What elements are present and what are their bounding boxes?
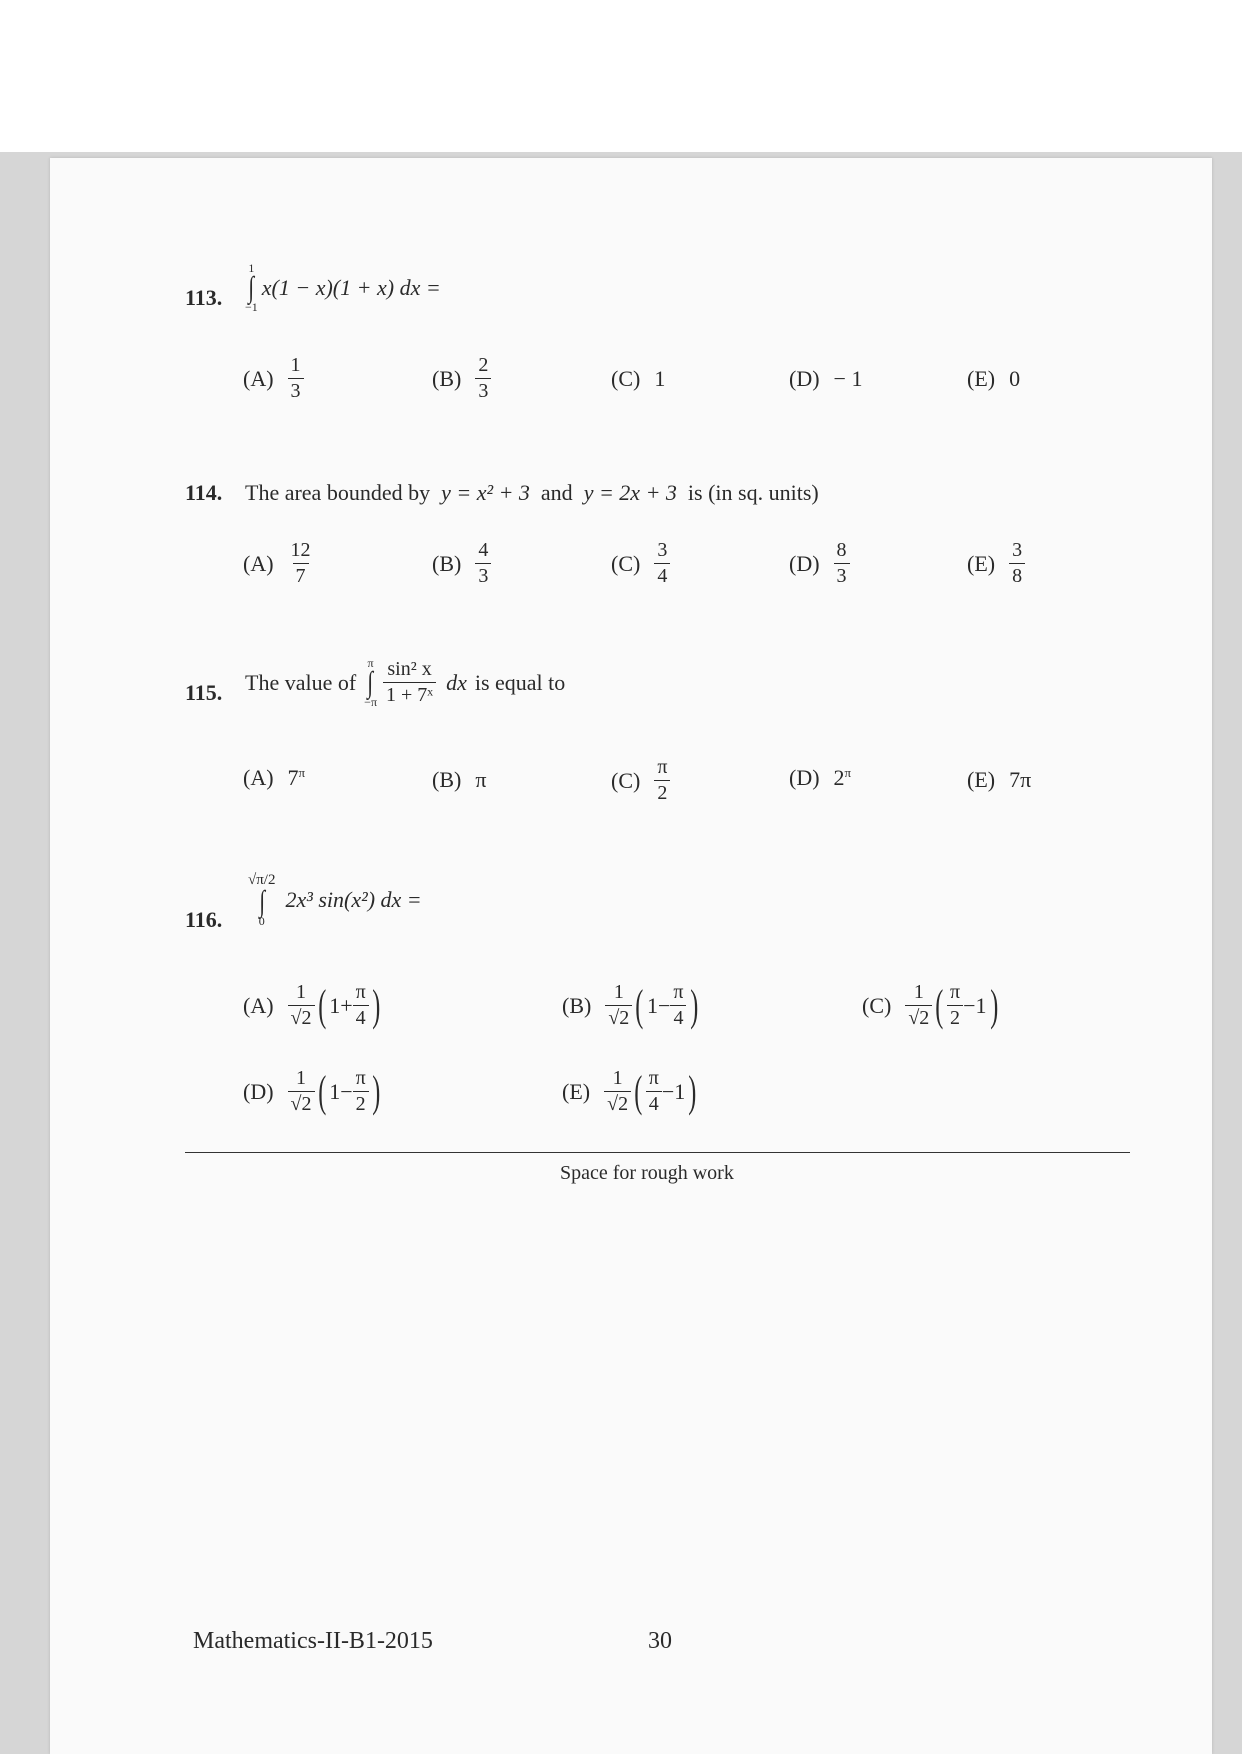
numerator: 12 — [290, 539, 311, 561]
option-label: (C) — [611, 550, 641, 576]
numerator: π — [949, 981, 961, 1003]
footer-subject: Mathematics-II-B1-2015 — [193, 1628, 433, 1654]
stem-conjunction: and — [540, 480, 573, 505]
option-b[interactable] — [432, 767, 486, 793]
option-d[interactable] — [789, 765, 851, 791]
question-stem — [248, 873, 422, 927]
lower-limit: −1 — [245, 300, 258, 314]
integral-sign: √π/2 ∫ 0 — [248, 872, 276, 928]
integral-sign: 1 ∫ −1 — [245, 261, 258, 314]
upper-limit: 1 — [248, 261, 255, 275]
option-label: (E) — [967, 767, 996, 792]
coefficient-fraction — [288, 982, 315, 1029]
option-a[interactable] — [243, 355, 304, 402]
option-label: (A) — [243, 992, 274, 1018]
prefix: 1+ — [329, 992, 353, 1018]
denominator: 2 — [353, 1091, 369, 1115]
numerator: 3 — [1012, 539, 1023, 561]
option-d[interactable] — [789, 366, 862, 392]
denominator: √2 — [288, 1091, 315, 1115]
fraction — [383, 659, 436, 706]
option-c[interactable] — [611, 757, 670, 804]
option-a[interactable]: (A) $\frac{1}{√2}$ ( 1+ $\frac{\pi}{4}$ ) — [243, 980, 381, 1030]
rough-work-label: Space for rough work — [560, 1162, 734, 1184]
denominator: 3 — [475, 378, 491, 402]
denominator: √2 — [604, 1091, 631, 1115]
option-value: 1 — [654, 366, 666, 391]
numerator: 8 — [836, 539, 847, 561]
fraction — [654, 757, 670, 804]
question-stem — [245, 262, 441, 313]
option-e[interactable] — [967, 366, 1020, 392]
option-value: 7 — [287, 765, 299, 790]
fraction — [654, 540, 670, 587]
prefix: 1− — [646, 992, 671, 1018]
stem-text: is equal to — [474, 669, 566, 695]
option-e[interactable] — [967, 767, 1031, 793]
fraction — [353, 982, 369, 1029]
option-label: (A) — [243, 550, 274, 576]
denominator: 7 — [293, 563, 309, 587]
option-c[interactable] — [611, 366, 665, 392]
option-e[interactable] — [967, 540, 1025, 587]
option-c[interactable] — [611, 540, 670, 587]
denominator: 1 + 7ˣ — [383, 682, 436, 706]
stem-text: The value of — [245, 669, 357, 695]
option-label: (E) — [967, 550, 996, 576]
option-label: (D) — [789, 366, 820, 391]
fraction — [834, 540, 850, 587]
denominator: 2 — [654, 780, 670, 804]
denominator: √2 — [605, 1005, 632, 1029]
option-label: (E) — [967, 366, 996, 391]
numerator: 1 — [612, 1067, 623, 1089]
integrand: 2x³ sin(x²) dx = — [285, 887, 422, 912]
exponent: π — [844, 765, 852, 780]
integral-sign: π ∫ −π — [364, 656, 377, 709]
divider-line — [185, 1152, 1130, 1153]
numerator: π — [657, 756, 668, 778]
numerator: 1 — [296, 981, 307, 1003]
question-stem — [245, 480, 819, 506]
option-label: (D) — [243, 1078, 274, 1104]
question-number: 116. — [185, 907, 223, 932]
exponent: π — [298, 765, 306, 780]
option-value: 0 — [1009, 366, 1021, 391]
denominator: 4 — [654, 563, 670, 587]
question-number: 115. — [185, 680, 223, 705]
stem-text: The area bounded by — [245, 480, 431, 505]
fraction — [288, 355, 304, 402]
equation-2: y = 2x + 3 — [583, 480, 677, 505]
stem-text: is (in sq. units) — [687, 480, 819, 505]
numerator: π — [355, 1067, 366, 1089]
denominator: 4 — [670, 1005, 686, 1029]
option-value: π — [475, 767, 487, 792]
numerator: π — [355, 981, 366, 1003]
question-number: 114. — [185, 480, 223, 505]
fraction — [475, 540, 491, 587]
denominator: √2 — [905, 1005, 932, 1029]
option-label: (E) — [562, 1078, 591, 1104]
denominator: √2 — [288, 1005, 315, 1029]
numerator: π — [648, 1067, 659, 1089]
numerator: 1 — [913, 981, 924, 1003]
equation-1: y = x² + 3 — [441, 480, 530, 505]
numerator: 2 — [478, 354, 489, 376]
question-number: 113. — [185, 285, 223, 310]
fraction — [947, 982, 963, 1029]
option-label: (D) — [789, 550, 820, 576]
option-b[interactable] — [432, 540, 491, 587]
option-label: (C) — [611, 366, 641, 391]
integrand: x(1 − x)(1 + x) dx = — [261, 274, 441, 300]
option-label: (B) — [432, 550, 462, 576]
fraction — [353, 1068, 369, 1115]
option-label: (B) — [562, 992, 592, 1018]
option-label: (C) — [862, 992, 892, 1018]
lower-limit: 0 — [258, 914, 265, 928]
denominator: 4 — [646, 1091, 662, 1115]
differential: dx — [446, 669, 467, 695]
coefficient-fraction — [605, 982, 632, 1029]
exam-page — [50, 158, 1212, 1754]
option-d[interactable] — [789, 540, 850, 587]
option-d[interactable]: (D) $\frac{1}{√2}$ ( 1− $\frac{\pi}{2}$ ) — [243, 1066, 381, 1116]
fraction — [646, 1068, 662, 1115]
fraction — [670, 982, 686, 1029]
option-e[interactable]: (E) $\frac{1}{√2}$ ( $\frac{\pi}{4}$ −1 ) — [562, 1066, 697, 1116]
coefficient-fraction — [288, 1068, 315, 1115]
numerator: sin² x — [387, 658, 432, 680]
coefficient-fraction — [604, 1068, 631, 1115]
coefficient-fraction — [905, 982, 932, 1029]
numerator: 3 — [657, 539, 668, 561]
upper-limit: √π/2 — [248, 872, 276, 888]
option-label: (A) — [243, 365, 274, 391]
option-label: (B) — [432, 767, 462, 792]
denominator: 3 — [475, 563, 491, 587]
option-label: (B) — [432, 365, 462, 391]
denominator: 4 — [353, 1005, 369, 1029]
option-c[interactable]: (C) $\frac{1}{√2}$ ( $\frac{\pi}{2}$ −1 ) — [862, 980, 998, 1030]
numerator: 4 — [478, 539, 489, 561]
option-label: (C) — [611, 767, 641, 793]
option-a[interactable] — [243, 540, 314, 587]
option-b[interactable]: (B) $\frac{1}{√2}$ ( 1− $\frac{\pi}{4}$ ) — [562, 980, 698, 1030]
question-stem — [245, 657, 565, 708]
option-value: 7π — [1009, 767, 1032, 792]
upper-limit: π — [367, 656, 374, 670]
option-label: (A) — [243, 765, 274, 790]
denominator: 3 — [288, 378, 304, 402]
prefix: 1− — [329, 1078, 353, 1104]
page-number: 30 — [648, 1628, 672, 1654]
fraction — [288, 540, 314, 587]
denominator: 2 — [947, 1005, 963, 1029]
option-label: (D) — [789, 765, 820, 790]
option-value: 2 — [833, 765, 845, 790]
numerator: π — [673, 981, 684, 1003]
numerator: 1 — [613, 981, 624, 1003]
numerator: 1 — [296, 1067, 307, 1089]
suffix: −1 — [963, 992, 987, 1018]
suffix: −1 — [661, 1078, 686, 1104]
denominator: 8 — [1009, 563, 1025, 587]
lower-limit: −π — [364, 695, 377, 709]
denominator: 3 — [834, 563, 850, 587]
option-value: − 1 — [833, 366, 863, 391]
fraction — [475, 355, 491, 402]
option-b[interactable] — [432, 355, 491, 402]
option-a[interactable] — [243, 765, 305, 791]
fraction — [1009, 540, 1025, 587]
numerator: 1 — [290, 354, 301, 376]
